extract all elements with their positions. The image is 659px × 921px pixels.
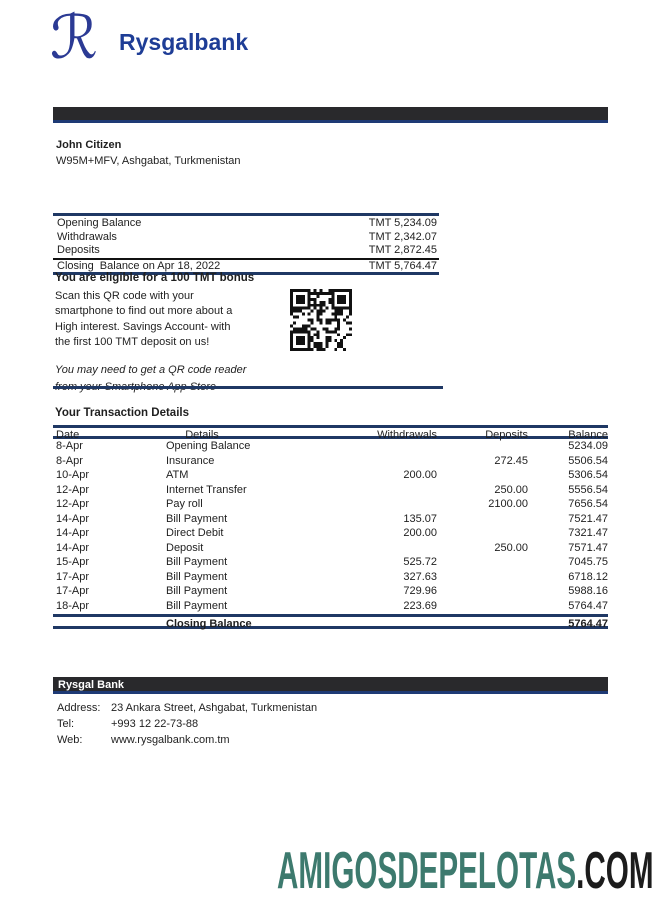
- transaction-cell-date: 18-Apr: [56, 600, 90, 613]
- transaction-cell-withdrawals: 200.00: [403, 527, 437, 540]
- rysgalbank-logo-icon: ℛ: [50, 3, 98, 73]
- bonus-text-line: Scan this QR code with your: [55, 290, 194, 302]
- transaction-row: [53, 526, 608, 541]
- transaction-cell-date: 10-Apr: [56, 469, 90, 482]
- transaction-cell-details: Pay roll: [166, 498, 203, 511]
- summary-label: Opening Balance: [57, 217, 142, 229]
- transaction-cell-balance: 6718.12: [568, 570, 608, 583]
- transaction-row: [53, 599, 608, 614]
- summary-row-closing: [53, 258, 439, 272]
- col-header-deposits: Deposits: [485, 429, 528, 441]
- customer-address: W95M+MFV, Ashgabat, Turkmenistan: [56, 155, 241, 167]
- transaction-cell-balance: 5306.54: [568, 469, 608, 482]
- footer-address-value: 23 Ankara Street, Ashgabat, Turkmenistan: [111, 702, 318, 714]
- summary-label: Closing Balance on Apr 18, 2022: [57, 260, 221, 273]
- transaction-cell-deposits: 250.00: [494, 541, 528, 554]
- col-header-balance: Balance: [568, 429, 608, 441]
- summary-value: TMT 2,342.07: [368, 230, 437, 243]
- transaction-cell-deposits: [437, 468, 528, 483]
- footer-contacts: [53, 700, 608, 748]
- closing-balance-value: 5764.47: [568, 617, 608, 630]
- transaction-cell-deposits: 272.45: [494, 454, 528, 467]
- transaction-cell-balance: 7045.75: [568, 556, 608, 569]
- footer-address-row: [53, 700, 608, 716]
- transaction-cell-details: Bill Payment: [166, 570, 228, 583]
- transaction-cell-date: 14-Apr: [56, 512, 90, 525]
- transaction-cell-details: Bill Payment: [166, 600, 228, 613]
- transaction-cell-date: 8-Apr: [56, 440, 83, 452]
- bonus-text-line: High interest. Savings Account- with: [55, 320, 231, 333]
- transaction-cell-details: Bill Payment: [166, 585, 228, 598]
- transaction-row: [53, 454, 608, 469]
- transaction-cell-date: 14-Apr: [56, 541, 90, 554]
- col-header-date: Date: [56, 429, 80, 441]
- closing-balance-label: Closing Balance: [166, 617, 252, 630]
- transaction-cell-withdrawals: 525.72: [403, 556, 437, 569]
- transaction-cell-deposits: [437, 584, 528, 599]
- transaction-row: [53, 541, 608, 556]
- bonus-section-divider: [53, 386, 443, 389]
- summary-label: Withdrawals: [57, 230, 117, 243]
- transaction-cell-balance: 5506.54: [568, 454, 608, 467]
- col-header-details: Details: [185, 429, 219, 441]
- transaction-cell-deposits: [437, 555, 528, 570]
- transaction-cell-withdrawals: 135.07: [403, 512, 437, 525]
- transaction-row: [53, 570, 608, 585]
- footer-tel-label: Tel:: [57, 718, 75, 730]
- bonus-offer-text: [55, 289, 305, 350]
- bonus-text-line: smartphone to find out more about a: [55, 305, 233, 318]
- transaction-cell-date: 8-Apr: [56, 454, 83, 467]
- transaction-row: [53, 512, 608, 527]
- transaction-cell-deposits: [437, 526, 528, 541]
- transaction-row: [53, 483, 608, 498]
- transaction-cell-details: Opening Balance: [166, 440, 251, 452]
- transaction-cell-details: Bill Payment: [166, 556, 228, 569]
- account-summary-table: [53, 213, 439, 275]
- summary-value: TMT 5,234.09: [368, 217, 437, 229]
- transaction-cell-balance: 7321.47: [568, 527, 608, 540]
- col-header-withdrawals: Withdrawals: [377, 429, 437, 441]
- transaction-cell-date: 12-Apr: [56, 483, 90, 496]
- summary-row-deposits: [53, 244, 439, 258]
- transaction-details-title: Your Transaction Details: [55, 407, 189, 419]
- summary-row-opening: [53, 216, 439, 231]
- transaction-cell-date: 15-Apr: [56, 556, 90, 569]
- header-divider-bar: [53, 107, 608, 123]
- brand-name: Rysgalbank: [119, 29, 249, 55]
- bonus-offer-title: You are eligible for a 100 TMT bonus: [55, 272, 255, 284]
- transaction-row: [53, 468, 608, 483]
- customer-name: John Citizen: [56, 139, 122, 151]
- qr-reader-note: [55, 362, 246, 395]
- transaction-row: [53, 439, 608, 454]
- footer-address-label: Address:: [57, 702, 101, 714]
- transaction-cell-date: 17-Apr: [56, 585, 90, 598]
- watermark-main-text: AMIGOSDEPELOTAS: [277, 842, 577, 900]
- qr-code: [290, 289, 352, 351]
- transaction-cell-deposits: [437, 570, 528, 585]
- transaction-cell-details: Insurance: [166, 454, 215, 467]
- transaction-cell-deposits: [437, 512, 528, 527]
- footer-web-value: www.rysgalbank.com.tm: [111, 734, 230, 746]
- transaction-cell-withdrawals: [238, 497, 437, 512]
- summary-row-withdrawals: [53, 231, 439, 245]
- summary-value: TMT 2,872.45: [368, 244, 437, 257]
- transaction-cell-balance: 5556.54: [568, 483, 608, 496]
- transaction-cell-withdrawals: [238, 541, 437, 556]
- transaction-cell-details: Deposit: [166, 541, 204, 554]
- bonus-text-line: the first 100 TMT deposit on us!: [55, 335, 210, 348]
- transaction-cell-balance: 5234.09: [568, 440, 608, 452]
- footer-web-label: Web:: [57, 734, 83, 746]
- transaction-cell-date: 12-Apr: [56, 498, 90, 511]
- transaction-cell-balance: 5988.16: [568, 585, 608, 598]
- transaction-cell-date: 14-Apr: [56, 527, 90, 540]
- transaction-cell-withdrawals: 327.63: [403, 570, 437, 583]
- transaction-cell-deposits: 2100.00: [488, 498, 528, 511]
- watermark-suffix-text: .COM: [576, 842, 654, 900]
- transaction-cell-withdrawals: 223.69: [403, 600, 437, 613]
- summary-value: TMT 5,764.47: [368, 260, 437, 273]
- closing-balance-row: [53, 614, 608, 629]
- footer-bank-name: Rysgal Bank: [58, 679, 125, 691]
- qr-note-line: You may need to get a QR code reader: [55, 364, 247, 376]
- transaction-row: [53, 555, 608, 570]
- transaction-cell-deposits: [437, 599, 528, 614]
- transaction-cell-balance: 5764.47: [568, 600, 608, 613]
- transaction-cell-withdrawals: [238, 454, 437, 469]
- transaction-cell-details: Internet Transfer: [166, 483, 247, 496]
- qr-code-image: [290, 289, 352, 351]
- transaction-cell-withdrawals: 729.96: [403, 585, 437, 598]
- footer-web-row: [53, 732, 608, 748]
- transactions-header-row: [53, 425, 608, 439]
- footer-bank-name-bar: [53, 677, 608, 694]
- transaction-row: [53, 584, 608, 599]
- transaction-cell-balance: 7656.54: [568, 498, 608, 511]
- transaction-cell-details: Direct Debit: [166, 527, 224, 540]
- transaction-cell-withdrawals: [238, 483, 437, 498]
- footer-tel-value: +993 12 22-73-88: [111, 718, 199, 730]
- transaction-row: [53, 497, 608, 512]
- transactions-body: [53, 439, 608, 614]
- transaction-cell-withdrawals: 200.00: [403, 469, 437, 482]
- footer-tel-row: [53, 716, 608, 732]
- transaction-cell-balance: 7571.47: [568, 541, 608, 554]
- transaction-cell-details: Bill Payment: [166, 512, 228, 525]
- transaction-cell-deposits: 250.00: [494, 483, 528, 496]
- transaction-cell-deposits: [437, 439, 528, 454]
- transaction-cell-date: 17-Apr: [56, 570, 90, 583]
- transaction-cell-withdrawals: [238, 439, 437, 454]
- transaction-cell-balance: 7521.47: [568, 512, 608, 525]
- summary-label: Deposits: [57, 244, 100, 257]
- transactions-table: [53, 425, 608, 629]
- watermark: [277, 842, 654, 900]
- transaction-cell-details: ATM: [166, 469, 189, 482]
